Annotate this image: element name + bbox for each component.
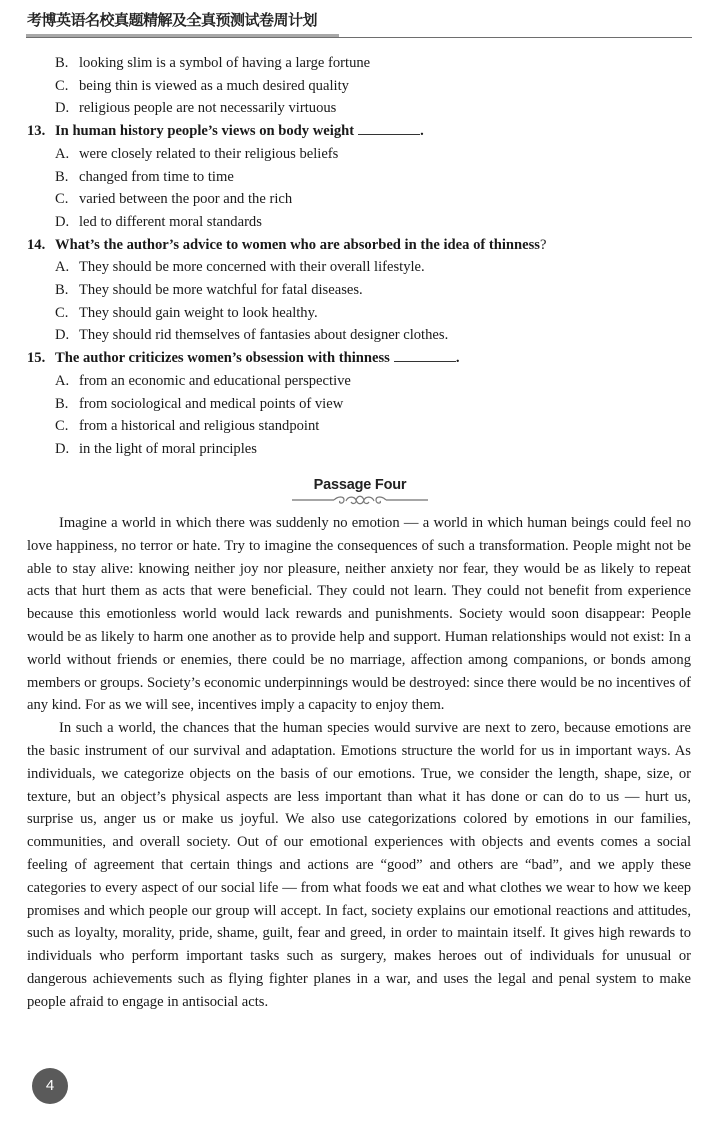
passage-title: Passage Four — [313, 477, 407, 493]
question-15: 15. The author criticizes women’s obsession with thinness . — [27, 350, 460, 367]
option-13-a: A. were closely related to their religious beliefs — [55, 145, 339, 162]
option-14-b: B. They should be more watchful for fatal diseases. — [55, 282, 363, 299]
option-14-d: D. They should rid themselves of fantasies about designer clothes. — [55, 327, 449, 344]
question-stem: In human history people’s views on body weight — [55, 123, 355, 140]
passage-body — [27, 512, 691, 1014]
option-15-d: D. in the light of moral principles — [55, 440, 257, 457]
passage-heading — [290, 476, 430, 508]
option-15-c: C. from a historical and religious standpoint — [55, 418, 320, 435]
header-rule — [26, 34, 692, 38]
header-rule-thin — [26, 37, 692, 38]
passage-paragraph-1: Imagine a world in which there was suddenly no emotion — a world in which human beings could feel no love happiness, no terror or hate. Try to imagine the consequences of such a transformation. People might not be able to stay alive: knowing neither joy nor pleasure, neither anxiety nor fear, they would be as likely to repeat acts that hurt them as acts that were beneficial. They could not learn. They could not benefit from experience because this emotionless world would lack rewards and punishments. Society would soon disappear: People would be as likely to harm one another as to provide help and support. Human relationships would not exist: In a world without friends or enemies, there could be no marriage, affection among companions, or bonds among members or groups. Society’s economic underpinnings would be destroyed: since there would be no incentives of any kind. For as we will see, incentives imply a capacity to enjoy them. — [27, 515, 691, 714]
page-number-badge: 4 — [32, 1068, 68, 1104]
question-14: 14. What’s the author’s advice to women who are absorbed in the idea of thinness? — [27, 236, 547, 253]
flourish-ornament-icon — [290, 494, 430, 508]
option-13-c: C. varied between the poor and the rich — [55, 191, 293, 208]
option-12-c: C. being thin is viewed as a much desired quality — [55, 77, 349, 94]
option-15-a: A. from an economic and educational perspective — [55, 372, 351, 389]
passage-paragraph-2: In such a world, the chances that the human species would survive are next to zero, because emotions are the basic instrument of our survival and adaptation. Emotions structure the world for us in important ways. As individuals, we categorize objects on the basis of our emotions. True, we consider the length, shape, size, or texture, but an object’s physical aspects are less important than what it has done or can do to us — hurt us, surprise us, anger us or make us joyful. We also use categorizations colored by emotions in our families, communities, and overall society. Out of our emotional experiences with objects and events comes a social feeling of agreement that certain things and actions are “good” and others are “bad”, and we apply these categories to every aspect of our social life — from what foods we eat and what clothes we wear to how we keep promises and which people our group will accept. In fact, society explains our emotional reactions and attitudes, such as loyalty, morality, pride, shame, guilt, fear and greed, in order to maintain itself. It gives high rewards to individuals who perform important tasks such as surgery, makes heroes out of individuals for unusual or dangerous achievements such as flying fighter planes in a war, and uses the legal and penal system to make people afraid to engage in antisocial acts. — [27, 720, 691, 1010]
answer-blank — [358, 122, 420, 135]
questions-section — [27, 52, 691, 461]
option-13-b: B. changed from time to time — [55, 168, 234, 185]
option-14-c: C. They should gain weight to look healthy. — [55, 304, 318, 321]
book-title: 考博英语名校真题精解及全真预测试卷周计划 — [27, 11, 318, 29]
running-header — [26, 10, 692, 38]
option-13-d: D. led to different moral standards — [55, 213, 262, 230]
answer-blank — [394, 349, 456, 362]
question-stem: What’s the author’s advice to women who are absorbed in the idea of thinness — [55, 236, 540, 253]
option-12-d: D. religious people are not necessarily virtuous — [55, 100, 337, 117]
question-stem: The author criticizes women’s obsession with thinness — [55, 350, 390, 367]
option-12-b: B. looking slim is a symbol of having a large fortune — [55, 55, 371, 71]
option-15-b: B. from sociological and medical points of view — [55, 395, 344, 412]
question-13: 13. In human history people’s views on body weight . — [27, 123, 424, 140]
option-14-a: A. They should be more concerned with their overall lifestyle. — [55, 259, 425, 276]
